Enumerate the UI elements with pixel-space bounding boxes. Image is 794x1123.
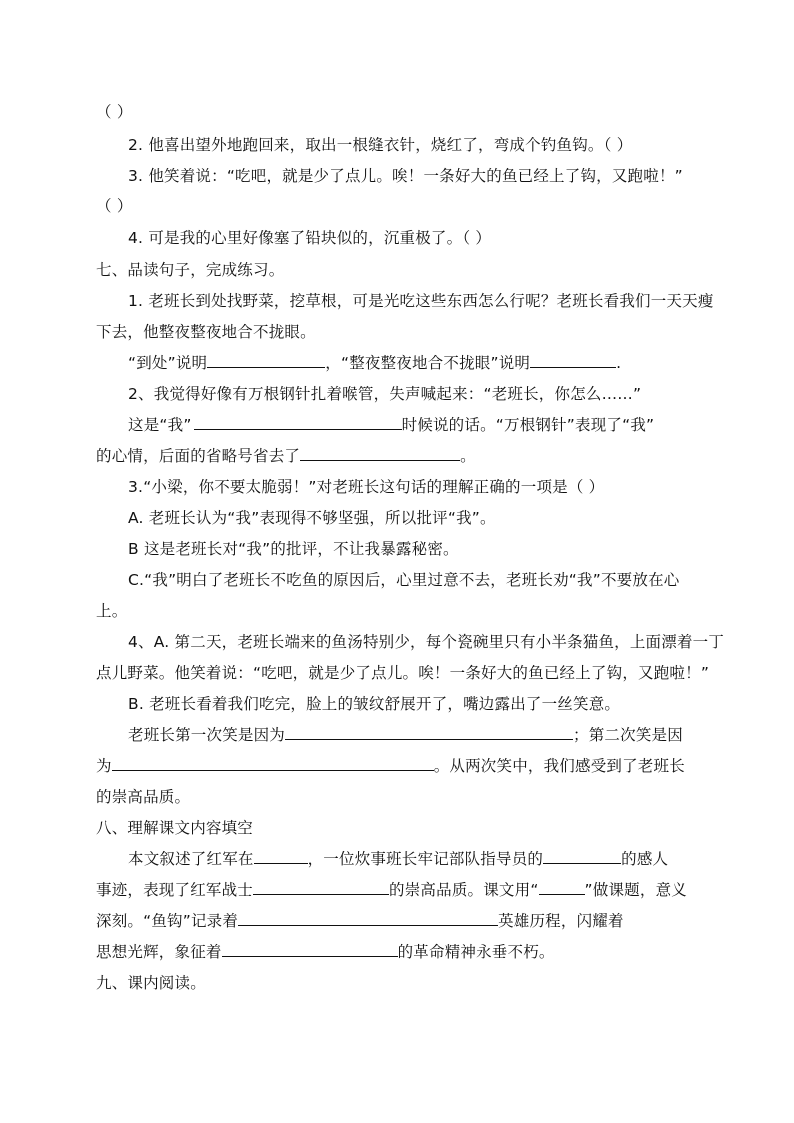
fill-text: “到处”说明 (128, 354, 208, 372)
answer-blank[interactable] (253, 880, 389, 895)
fill-text: 深刻。“鱼钩”记录着 (96, 912, 239, 930)
question-line-3: 3. 他笑着说：“吃吧，就是少了点儿。唉！一条好大的鱼已经上了钩，又跑啦！” (128, 167, 683, 185)
answer-blank[interactable] (285, 725, 573, 740)
passage-1-line-1: 1. 老班长到处找野菜，挖草根，可是光吃这些东西怎么行呢？老班长看我们一天天瘦 (128, 292, 714, 310)
passage-4a-line-2: 点儿野菜。他笑着说：“吃吧，就是少了点儿。唉！一条好大的鱼已经上了钩，又跑啦！” (96, 664, 710, 682)
fill-text: ；第二次笑是因 (573, 726, 683, 744)
answer-blank[interactable] (530, 353, 616, 368)
fill-text: 老班长第一次笑是因为 (128, 726, 286, 744)
fill-text: ，“整夜整夜地合不拢眼”说明 (325, 354, 531, 372)
passage-4b-line: B. 老班长看着我们吃完，脸上的皱纹舒展开了，嘴边露出了一丝笑意。 (128, 695, 621, 713)
option-b: B 这是老班长对“我”的批评，不让我暴露秘密。 (128, 540, 459, 558)
fill-line-1 (128, 353, 706, 373)
answer-paren-line-1: （ ） (96, 103, 133, 121)
option-c-line-2: 上。 (96, 602, 128, 620)
fill-text: 为 (96, 757, 112, 775)
answer-blank[interactable] (112, 756, 434, 771)
fill-text: 的崇高品质。课文用“ (389, 881, 539, 899)
fill-line-2 (128, 415, 706, 435)
section-8-heading: 八、理解课文内容填空 (96, 819, 254, 837)
answer-blank[interactable] (543, 849, 621, 864)
fill-text: 思想光辉，象征着 (96, 943, 222, 961)
answer-blank[interactable] (222, 942, 398, 957)
fill-text: 这是“我” (128, 416, 192, 434)
fill-text: 的革命精神永垂不朽。 (397, 943, 555, 961)
fill-line-4 (128, 725, 706, 745)
answer-blank[interactable] (194, 415, 402, 430)
fill-text: 的感人 (621, 850, 669, 868)
fill-text: 英雄历程，闪耀着 (498, 912, 624, 930)
answer-blank[interactable] (254, 849, 308, 864)
fill-text: . (616, 354, 622, 372)
fill-line-5 (96, 756, 706, 776)
answer-blank[interactable] (207, 353, 325, 368)
fill-text: 事迹，表现了红军战士 (96, 881, 254, 899)
fill-line-8 (96, 911, 706, 931)
fill-text: 的心情，后面的省略号省去了 (96, 447, 301, 465)
passage-2-line: 2、我觉得好像有万根钢针扎着喉管，失声喊起来：“老班长，你怎么……” (128, 385, 642, 403)
section-7-heading: 七、品读句子，完成练习。 (96, 261, 285, 279)
fill-text: 本文叙述了红军在 (128, 850, 254, 868)
fill-line-5-end: 的崇高品质。 (96, 788, 191, 806)
passage-4a-line-1: 4、A. 第二天，老班长端来的鱼汤特别少，每个瓷碗里只有小半条猫鱼，上面漂着一丁 (128, 633, 725, 651)
answer-paren-line-3: （ ） (96, 197, 133, 215)
fill-line-7 (96, 880, 706, 900)
answer-blank[interactable] (238, 911, 498, 926)
fill-text: ，一位炊事班长牢记部队指导员的 (307, 850, 544, 868)
section-9-heading: 九、课内阅读。 (96, 974, 206, 992)
fill-line-3 (96, 446, 706, 466)
passage-1-line-2: 下去，他整夜整夜地合不拢眼。 (96, 323, 316, 341)
fill-text: 时候说的话。“万根钢针”表现了“我” (401, 416, 655, 434)
option-c-line-1: C.“我”明白了老班长不吃鱼的原因后，心里过意不去，老班长劝“我”不要放在心 (128, 571, 680, 589)
question-3-line: 3.“小梁，你不要太脆弱！”对老班长这句话的理解正确的一项是（ ） (128, 478, 605, 496)
fill-text: 。从两次笑中，我们感受到了老班长 (433, 757, 685, 775)
answer-blank[interactable] (300, 446, 460, 461)
fill-text: 。 (460, 447, 476, 465)
fill-text: ”做课题，意义 (584, 881, 687, 899)
answer-blank[interactable] (539, 880, 585, 895)
option-a: A. 老班长认为“我”表现得不够坚强，所以批评“我”。 (128, 509, 496, 527)
question-line-4: 4. 可是我的心里好像塞了铅块似的，沉重极了。（ ） (128, 229, 492, 247)
fill-line-9 (96, 942, 706, 962)
question-line-2: 2. 他喜出望外地跑回来，取出一根缝衣针，烧红了，弯成个钓鱼钩。（ ） (128, 136, 633, 154)
fill-line-6 (128, 849, 706, 869)
